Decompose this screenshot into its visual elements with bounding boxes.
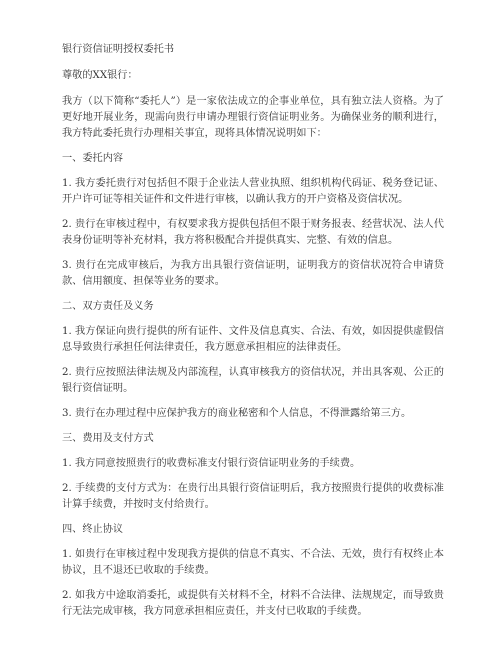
section-heading-termination: 四、终止协议 bbox=[62, 524, 124, 535]
section-item: 1. 我方同意按照贵行的收费标准支付银行资信证明业务的手续费。 bbox=[62, 458, 361, 469]
section-item: 2. 贵行在审核过程中，有权要求我方提供包括但不限于财务报表、经营状况、法人代表身份证明等补充材料，我方将积极配合并提供真实、完整、有效的信息。 bbox=[62, 219, 444, 246]
intro-paragraph: 我方（以下简称“委托人”）是一家依法成立的企事业单位，具有独立法人资格。为了更好地开展业务，现需向贵行申请办理银行资信证明业务。为确保业务的顺利进行，我方特此委托贵行办理相关事宜，现将具体情况说明如下： bbox=[62, 96, 444, 139]
section-item: 3. 贵行在办理过程中应保护我方的商业秘密和个人信息，不得泄露给第三方。 bbox=[62, 408, 412, 419]
section-heading-commission: 一、委托内容 bbox=[62, 153, 124, 164]
section-item: 2. 手续费的支付方式为：在贵行出具银行资信证明后，我方按照贵行提供的收费标准计算手续费，并按时支付给贵行。 bbox=[62, 483, 444, 510]
document-title: 银行资信证明授权委托书 bbox=[62, 44, 175, 55]
section-item: 1. 我方委托贵行对包括但不限于企业法人营业执照、组织机构代码证、税务登记证、开户许可证等相关证件和文件进行审核，以确认我方的开户资格及资信状况。 bbox=[62, 178, 444, 205]
document-page bbox=[62, 42, 444, 629]
section-heading-fees: 三、费用及支付方式 bbox=[62, 433, 154, 444]
section-item: 1. 如贵行在审核过程中发现我方提供的信息不真实、不合法、无效，贵行有权终止本协议，且不退还已收取的手续费。 bbox=[62, 549, 444, 576]
section-item: 3. 贵行在完成审核后，为我方出具银行资信证明，证明我方的资信状况符合申请贷款、信用额度、担保等业务的要求。 bbox=[62, 260, 444, 287]
salutation: 尊敬的XX银行： bbox=[62, 70, 138, 81]
section-heading-responsibilities: 二、双方责任及义务 bbox=[62, 301, 154, 312]
section-item: 2. 如我方中途取消委托，或提供有关材料不全，材料不合法律、法规规定，而导致贵行无法完成审核，我方同意承担相应责任，并支付已收取的手续费。 bbox=[62, 590, 444, 617]
section-item: 2. 贵行应按照法律法规及内部流程，认真审核我方的资信状况，并出具客观、公正的银行资信证明。 bbox=[62, 367, 444, 394]
section-item: 1. 我方保证向贵行提供的所有证件、文件及信息真实、合法、有效，如因提供虚假信息导致贵行承担任何法律责任，我方愿意承担相应的法律责任。 bbox=[62, 326, 444, 353]
